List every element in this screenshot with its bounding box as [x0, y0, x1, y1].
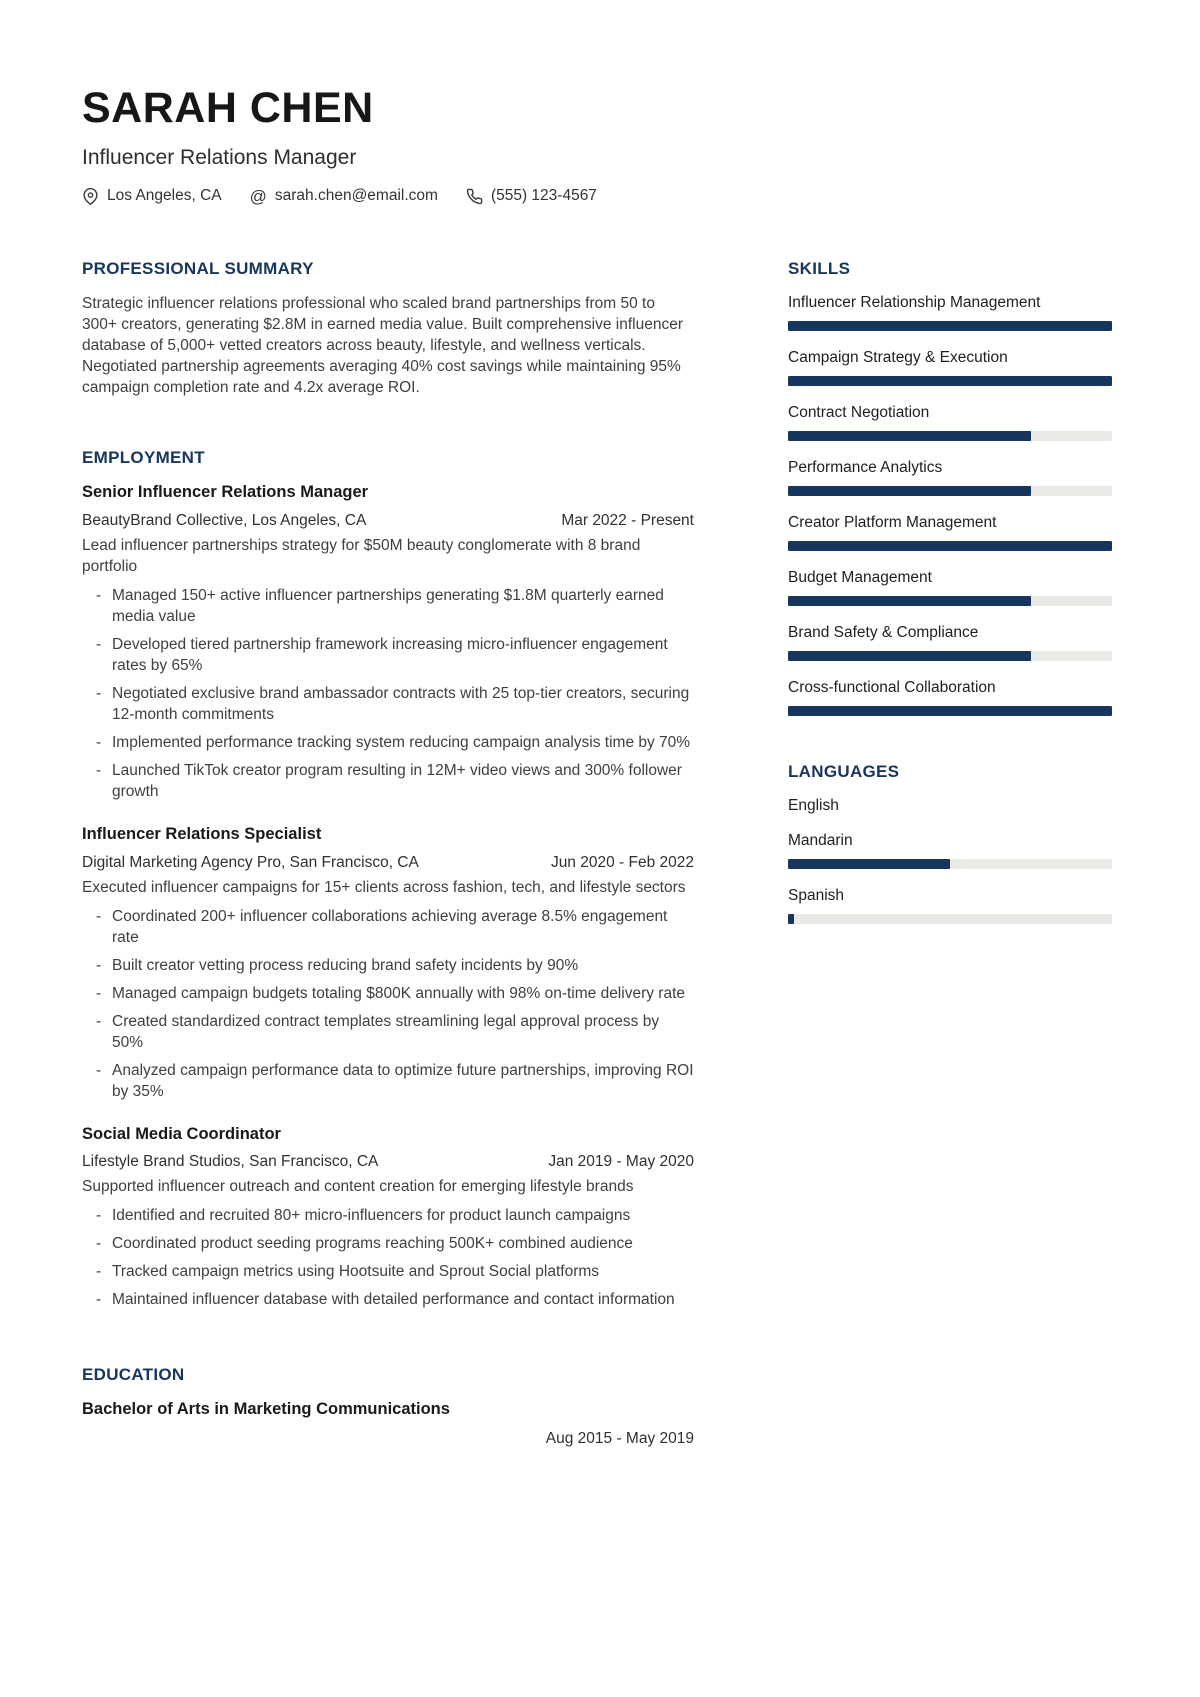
education-degree: Bachelor of Arts in Marketing Communications [82, 1400, 450, 1419]
bar-fill [788, 596, 1031, 606]
at-sign-icon: @ [249, 186, 267, 206]
resume-header [0, 0, 1200, 205]
section-skills [788, 259, 1112, 716]
education-heading: EDUCATION [82, 1365, 185, 1385]
contact-email [250, 187, 438, 205]
job-bullet: - Launched TikTok creator program resulting in 12M+ video views and 300% follower growth [82, 760, 694, 802]
bar-track [788, 859, 1112, 869]
education-dates: Aug 2015 - May 2019 [545, 1429, 694, 1447]
job-bullets [82, 585, 694, 802]
skill-item [788, 348, 1112, 386]
bar-label: Mandarin [788, 832, 853, 850]
content-columns [82, 259, 1112, 1449]
section-education [82, 1365, 694, 1449]
contact-location [82, 187, 222, 205]
job-bullet: - Coordinated 200+ influencer collaborations achieving average 8.5% engagement rate [82, 906, 694, 948]
job-bullet: - Built creator vetting process reducing brand safety incidents by 90% [82, 955, 694, 976]
skill-item [788, 403, 1112, 441]
bar-track [788, 541, 1112, 551]
bar-fill [788, 376, 1112, 386]
bar-label: Spanish [788, 887, 845, 905]
bar-track [788, 321, 1112, 331]
languages-list [788, 796, 1112, 924]
person-job-title: Influencer Relations Manager [82, 146, 357, 170]
section-employment [82, 448, 694, 1310]
languages-heading: LANGUAGES [788, 762, 900, 782]
job-bullet: - Managed 150+ active influencer partnerships generating $1.8M quarterly earned media value [82, 585, 694, 627]
skill-item [788, 513, 1112, 551]
bar-label: Influencer Relationship Management [788, 294, 1041, 312]
bar-label: English [788, 797, 839, 815]
person-name: SARAH CHEN [82, 84, 374, 132]
bar-track [788, 486, 1112, 496]
job-title: Influencer Relations Specialist [82, 824, 322, 843]
phone-icon [466, 188, 483, 205]
bar-fill [788, 431, 1031, 441]
contact-phone [466, 187, 597, 205]
language-item [788, 886, 1112, 924]
job-company: Digital Marketing Agency Pro, San Francisco, CA [82, 853, 419, 871]
section-languages [788, 762, 1112, 924]
location-pin-icon [82, 188, 99, 205]
job-description: Supported influencer outreach and content creation for emerging lifestyle brands [82, 1178, 634, 1196]
bar-fill [788, 486, 1031, 496]
contact-location-text: Los Angeles, CA [107, 187, 222, 205]
job-company: Lifestyle Brand Studios, San Francisco, CA [82, 1153, 379, 1171]
section-professional-summary [82, 259, 694, 398]
employment-heading: EMPLOYMENT [82, 448, 205, 468]
bar-label: Cross-functional Collaboration [788, 679, 996, 697]
bar-label: Creator Platform Management [788, 514, 997, 532]
job-bullet: - Developed tiered partnership framework increasing micro-influencer engagement rates by 65% [82, 634, 694, 676]
skill-item [788, 458, 1112, 496]
job-bullet: - Maintained influencer database with detailed performance and contact information [82, 1289, 694, 1310]
skill-item [788, 678, 1112, 716]
bar-label: Performance Analytics [788, 459, 943, 477]
job-bullet: - Created standardized contract templates streamlining legal approval process by 50% [82, 1011, 694, 1053]
language-item [788, 796, 1112, 816]
skill-item [788, 623, 1112, 661]
job-entry [82, 824, 694, 1102]
summary-heading: PROFESSIONAL SUMMARY [82, 259, 314, 279]
bar-track [788, 596, 1112, 606]
job-description: Lead influencer partnerships strategy for $50M beauty conglomerate with 8 brand portfolio [82, 536, 641, 575]
language-item [788, 831, 1112, 869]
sidebar-column [788, 259, 1112, 1449]
bar-track [788, 706, 1112, 716]
job-title: Social Media Coordinator [82, 1124, 281, 1143]
main-column [82, 259, 694, 1449]
job-meta-row [82, 1151, 694, 1172]
contact-phone-text: (555) 123-4567 [490, 187, 597, 205]
job-bullet: - Implemented performance tracking system reducing campaign analysis time by 70% [82, 732, 694, 753]
bar-label: Contract Negotiation [788, 404, 930, 422]
bar-fill [788, 541, 1112, 551]
bar-label: Budget Management [788, 569, 932, 587]
job-bullet: - Negotiated exclusive brand ambassador contracts with 25 top-tier creators, securing 12-month commitments [82, 683, 694, 725]
skills-list [788, 293, 1112, 716]
job-entry [82, 482, 694, 802]
job-dates: Mar 2022 - Present [561, 511, 694, 529]
bar-fill [788, 859, 950, 869]
bar-label: Brand Safety & Compliance [788, 624, 979, 642]
bar-fill [788, 914, 794, 924]
bar-track [788, 651, 1112, 661]
job-bullet: - Identified and recruited 80+ micro-influencers for product launch campaigns [82, 1205, 694, 1226]
skill-item [788, 568, 1112, 606]
job-dates: Jan 2019 - May 2020 [548, 1153, 694, 1171]
job-company: BeautyBrand Collective, Los Angeles, CA [82, 511, 367, 529]
job-bullets [82, 1205, 694, 1310]
summary-text: Strategic influencer relations professional who scaled brand partnerships from 50 to 300+ creators, generating $2.8M in earned media value. Built comprehensive influencer database of 5,000+ vetted creators across beauty, lifestyle, and wellness verticals. Negotiated partnership agreements averaging 40% cost savings while maintaining 95% campaign completion rate and 4.2x average ROI. [82, 295, 683, 397]
bar-label: Campaign Strategy & Execution [788, 349, 1008, 367]
bar-track [788, 914, 1112, 924]
job-bullet: - Managed campaign budgets totaling $800K annually with 98% on-time delivery rate [82, 983, 694, 1004]
jobs-list [82, 482, 694, 1310]
job-bullet: - Analyzed campaign performance data to optimize future partnerships, improving ROI by 35% [82, 1060, 694, 1102]
job-bullet: - Tracked campaign metrics using Hootsuite and Sprout Social platforms [82, 1261, 694, 1282]
skills-heading: SKILLS [788, 259, 851, 279]
bar-fill [788, 321, 1112, 331]
job-bullets [82, 906, 694, 1102]
job-dates: Jun 2020 - Feb 2022 [550, 853, 694, 871]
job-meta-row [82, 510, 694, 531]
contact-row [82, 187, 1112, 205]
job-entry [82, 1124, 694, 1311]
bar-track [788, 431, 1112, 441]
bar-fill [788, 651, 1031, 661]
bar-track [788, 376, 1112, 386]
job-title: Senior Influencer Relations Manager [82, 483, 369, 502]
job-bullet: - Coordinated product seeding programs reaching 500K+ combined audience [82, 1233, 694, 1254]
skill-item [788, 293, 1112, 331]
job-description: Executed influencer campaigns for 15+ clients across fashion, tech, and lifestyle sectors [82, 878, 686, 896]
job-meta-row [82, 852, 694, 873]
bar-fill [788, 706, 1112, 716]
contact-email-text: sarah.chen@email.com [274, 187, 438, 205]
